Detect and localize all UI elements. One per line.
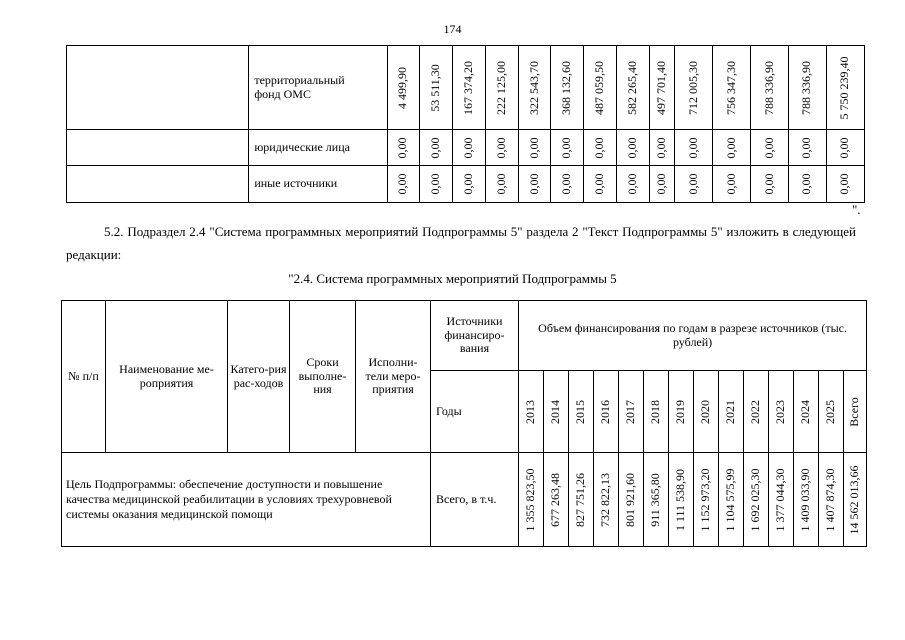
header-terms: Сроки выполне-ния xyxy=(290,301,356,453)
table-row xyxy=(67,130,865,166)
value-cell xyxy=(649,46,675,130)
goal-value xyxy=(519,453,544,547)
header-sources: Источники финансиро-вания xyxy=(431,301,519,371)
value-cell xyxy=(789,130,827,166)
goal-text: Цель Подпрограммы: обеспечение доступности и повышение качества медицинской реабилитации в условиях трехуровневой системы оказания медицинской помощи xyxy=(62,453,431,547)
value-cell xyxy=(584,130,617,166)
value-cell-text: 0,00 xyxy=(428,173,443,195)
goal-value-text: 911 365,80 xyxy=(648,472,663,527)
value-cell xyxy=(675,166,713,203)
goal-value xyxy=(619,453,644,547)
goal-value xyxy=(744,453,769,547)
year-header xyxy=(644,371,669,453)
value-cell-text: 0,00 xyxy=(799,137,814,158)
value-cell xyxy=(485,46,518,130)
year-header xyxy=(844,371,867,453)
goal-value-text: 1 104 575,99 xyxy=(723,468,738,531)
value-cell xyxy=(453,166,486,203)
value-cell xyxy=(713,166,751,203)
value-cell xyxy=(584,46,617,130)
value-cell-text: 4 499,90 xyxy=(395,66,410,109)
goal-value-text: 1 692 025,30 xyxy=(748,468,763,531)
funding-sources-table xyxy=(66,45,865,203)
value-cell xyxy=(751,46,789,130)
value-cell-text: 0,00 xyxy=(592,173,607,195)
goal-value xyxy=(844,453,867,547)
value-cell xyxy=(420,130,453,166)
goal-value-text: 1 407 874,30 xyxy=(823,468,838,531)
source-label: иные источники xyxy=(249,166,387,203)
value-cell xyxy=(453,46,486,130)
year-header-text: 2013 xyxy=(523,399,538,424)
value-cell xyxy=(420,46,453,130)
year-header-text: 2015 xyxy=(573,399,588,424)
value-cell xyxy=(826,130,864,166)
goal-value-text: 1 152 973,20 xyxy=(698,468,713,531)
goal-value-text: 801 921,60 xyxy=(623,472,638,527)
value-cell-text: 0,00 xyxy=(799,173,814,195)
year-header-text: 2014 xyxy=(548,399,563,424)
value-cell-text: 53 511,30 xyxy=(428,63,443,112)
goal-value-text: 732 822,13 xyxy=(598,472,613,527)
value-cell-text: 0,00 xyxy=(592,137,607,158)
value-cell xyxy=(649,130,675,166)
goal-value xyxy=(594,453,619,547)
value-cell-text: 222 125,00 xyxy=(493,60,508,115)
source-label: территориальный фонд ОМС xyxy=(249,46,387,130)
year-header-text: 2017 xyxy=(623,399,638,424)
blank-cell xyxy=(67,46,249,130)
value-cell-text: 0,00 xyxy=(761,137,776,158)
value-cell-text: 0,00 xyxy=(428,137,443,158)
value-cell xyxy=(387,46,420,130)
goal-source: Всего, в т.ч. xyxy=(431,453,519,547)
blank-cell xyxy=(67,166,249,203)
goal-value-text: 827 751,26 xyxy=(573,472,588,527)
header-years: Годы xyxy=(431,371,519,453)
goal-value xyxy=(569,453,594,547)
value-cell-text: 167 374,20 xyxy=(461,60,476,115)
value-cell xyxy=(551,166,584,203)
goal-value xyxy=(544,453,569,547)
value-cell-text: 0,00 xyxy=(493,173,508,195)
amendment-paragraph: 5.2. Подраздел 2.4 "Система программных мероприятий Подпрограммы 5" раздела 2 "Текст Подпрограммы 5" изложить в следующей редакции: xyxy=(66,224,856,262)
value-cell-text: 5 750 239,40 xyxy=(837,56,852,119)
year-header xyxy=(519,371,544,453)
goal-value xyxy=(719,453,744,547)
value-cell-text: 0,00 xyxy=(461,173,476,195)
value-cell xyxy=(616,130,649,166)
value-cell-text: 0,00 xyxy=(837,173,852,195)
header-num: № п/п xyxy=(62,301,106,453)
year-header xyxy=(719,371,744,453)
value-cell-text: 0,00 xyxy=(761,173,776,195)
year-header xyxy=(819,371,844,453)
year-header xyxy=(619,371,644,453)
value-cell-text: 0,00 xyxy=(654,173,669,195)
goal-value xyxy=(769,453,794,547)
year-header-text: 2021 xyxy=(723,399,738,424)
closing-quote: ". xyxy=(852,202,861,217)
value-cell-text: 0,00 xyxy=(493,137,508,158)
value-cell xyxy=(751,130,789,166)
value-cell xyxy=(518,166,551,203)
header-name: Наименование ме-роприятия xyxy=(106,301,228,453)
goal-value-text: 1 409 033,90 xyxy=(798,468,813,531)
value-cell xyxy=(551,130,584,166)
value-cell-text: 0,00 xyxy=(526,137,541,158)
year-header-text: 2023 xyxy=(773,399,788,424)
value-cell xyxy=(616,166,649,203)
year-header xyxy=(794,371,819,453)
value-cell xyxy=(789,46,827,130)
value-cell xyxy=(485,130,518,166)
table-row xyxy=(67,46,865,130)
value-cell-text: 0,00 xyxy=(685,173,700,195)
goal-value xyxy=(644,453,669,547)
goal-value xyxy=(694,453,719,547)
table-row xyxy=(67,166,865,203)
header-category: Катего-рия рас-ходов xyxy=(228,301,290,453)
value-cell-text: 0,00 xyxy=(685,137,700,158)
year-header xyxy=(694,371,719,453)
year-header-text: 2024 xyxy=(798,399,813,424)
value-cell-text: 788 336,90 xyxy=(799,60,814,115)
value-cell-text: 497 701,40 xyxy=(654,60,669,115)
value-cell-text: 0,00 xyxy=(559,173,574,195)
blank-cell xyxy=(67,130,249,166)
year-header-text: 2019 xyxy=(673,399,688,424)
value-cell xyxy=(551,46,584,130)
value-cell xyxy=(387,166,420,203)
page-number: 174 xyxy=(443,22,462,36)
year-header xyxy=(569,371,594,453)
value-cell-text: 788 336,90 xyxy=(761,60,776,115)
program-activities-table xyxy=(61,300,867,547)
value-cell xyxy=(518,130,551,166)
year-header-text: Всего xyxy=(847,396,862,427)
goal-value xyxy=(819,453,844,547)
header-funding: Объем финансирования по годам в разрезе источников (тыс. рублей) xyxy=(519,301,867,371)
value-cell-text: 0,00 xyxy=(461,137,476,158)
year-header xyxy=(544,371,569,453)
value-cell-text: 712 005,30 xyxy=(685,60,700,115)
value-cell-text: 0,00 xyxy=(559,137,574,158)
value-cell-text: 582 265,40 xyxy=(624,60,639,115)
goal-value-text: 677 263,48 xyxy=(548,472,563,527)
header-executors: Исполни-тели меро-приятия xyxy=(356,301,431,453)
value-cell-text: 0,00 xyxy=(526,173,541,195)
value-cell xyxy=(675,130,713,166)
value-cell xyxy=(713,130,751,166)
value-cell-text: 0,00 xyxy=(723,173,738,195)
year-header xyxy=(594,371,619,453)
value-cell-text: 0,00 xyxy=(654,137,669,158)
year-header-text: 2025 xyxy=(823,399,838,424)
goal-value xyxy=(794,453,819,547)
value-cell xyxy=(387,130,420,166)
goal-value-text: 1 377 044,30 xyxy=(773,468,788,531)
year-header xyxy=(744,371,769,453)
value-cell xyxy=(675,46,713,130)
value-cell-text: 756 347,30 xyxy=(723,60,738,115)
year-header xyxy=(669,371,694,453)
goal-value-text: 1 111 538,90 xyxy=(673,468,688,531)
value-cell xyxy=(826,166,864,203)
value-cell xyxy=(789,166,827,203)
source-label: юридические лица xyxy=(249,130,387,166)
value-cell-text: 0,00 xyxy=(624,173,639,195)
value-cell-text: 0,00 xyxy=(837,137,852,158)
value-cell xyxy=(420,166,453,203)
year-header-text: 2016 xyxy=(598,399,613,424)
value-cell-text: 0,00 xyxy=(395,173,410,195)
value-cell-text: 487 059,50 xyxy=(592,60,607,115)
value-cell-text: 0,00 xyxy=(395,137,410,158)
year-header-text: 2022 xyxy=(748,399,763,424)
value-cell xyxy=(584,166,617,203)
value-cell xyxy=(751,166,789,203)
goal-value-text: 1 355 823,50 xyxy=(523,468,538,531)
value-cell-text: 322 543,70 xyxy=(526,60,541,115)
value-cell-text: 368 132,60 xyxy=(559,60,574,115)
value-cell-text: 0,00 xyxy=(624,137,639,158)
year-header xyxy=(769,371,794,453)
year-header-text: 2020 xyxy=(698,399,713,424)
value-cell xyxy=(713,46,751,130)
goal-value xyxy=(669,453,694,547)
value-cell xyxy=(826,46,864,130)
value-cell xyxy=(616,46,649,130)
value-cell xyxy=(453,130,486,166)
value-cell xyxy=(649,166,675,203)
value-cell-text: 0,00 xyxy=(723,137,738,158)
value-cell xyxy=(485,166,518,203)
section-title: "2.4. Система программных мероприятий Подпрограммы 5 xyxy=(288,271,617,286)
value-cell xyxy=(518,46,551,130)
goal-value-text: 14 562 013,66 xyxy=(847,465,862,534)
year-header-text: 2018 xyxy=(648,399,663,424)
